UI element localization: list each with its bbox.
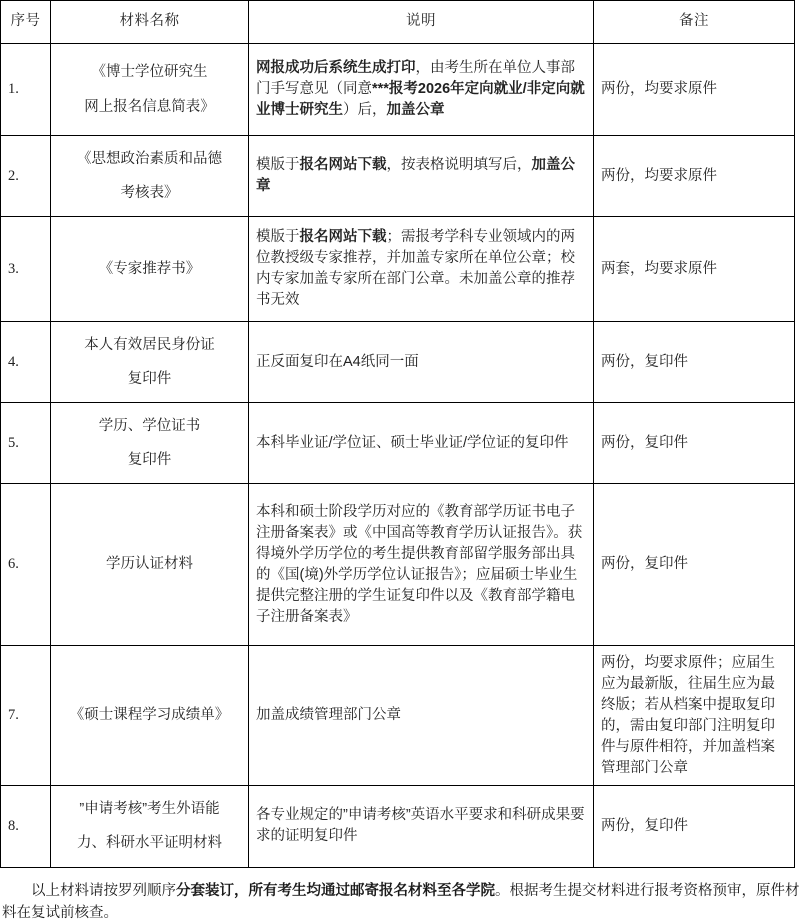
row-index: 7.	[1, 646, 51, 786]
material-note: 两份，复印件	[594, 786, 795, 867]
material-description	[249, 646, 594, 786]
text-segment: 以上材料请按罗列顺序	[31, 883, 176, 899]
table-body	[1, 44, 795, 868]
material-note: 两份，均要求原件	[594, 44, 795, 136]
text-segment: 各专业规定的”申请考核”英语水平要求和科研成果要求的证明复印件	[256, 807, 585, 844]
text-segment: 模版于	[256, 157, 300, 173]
material-name-line: 力、科研水平证明材料	[77, 835, 222, 851]
table-header	[1, 1, 795, 44]
material-note: 两份，复印件	[594, 484, 795, 646]
material-note: 两套，均要求原件	[594, 217, 795, 322]
material-name-line: 本人有效居民身份证	[84, 337, 215, 353]
text-segment: 加盖公章	[387, 102, 445, 118]
material-name	[51, 44, 249, 136]
material-name-line: 考核表》	[121, 185, 179, 201]
text-segment: 本科毕业证/学位证、硕士毕业证/学位证的复印件	[256, 435, 569, 451]
row-index: 1.	[1, 44, 51, 136]
material-description	[249, 484, 594, 646]
text-segment: 网报成功后系统生成打印	[256, 60, 416, 76]
material-description	[249, 217, 594, 322]
material-name-line: 复印件	[128, 371, 172, 387]
material-note: 两份，复印件	[594, 322, 795, 403]
row-index: 3.	[1, 217, 51, 322]
text-segment: 加盖公章	[256, 157, 575, 194]
material-name	[51, 136, 249, 217]
table-row	[1, 484, 795, 646]
text-segment: ，按表格说明填写后，	[387, 157, 532, 173]
material-name-line: 《专家推荐书》	[99, 261, 201, 277]
material-name-line: 学历、学位证书	[99, 418, 201, 434]
material-description	[249, 322, 594, 403]
column-header-material-name: 材料名称	[51, 1, 249, 44]
table-row	[1, 217, 795, 322]
row-index: 6.	[1, 484, 51, 646]
material-name	[51, 403, 249, 484]
table-row	[1, 646, 795, 786]
material-description	[249, 403, 594, 484]
table-row	[1, 786, 795, 867]
material-name	[51, 217, 249, 322]
text-segment: 报名网站下载	[300, 229, 387, 245]
material-note: 两份，均要求原件；应届生应为最新版，往届生应为最终版；若从档案中提取复印的，需由复印部门注明复印件与原件相符，并加盖档案管理部门公章	[594, 646, 795, 786]
table-row	[1, 322, 795, 403]
text-segment: 模版于	[256, 229, 300, 245]
table-row	[1, 136, 795, 217]
material-name-line: 《思想政治素质和品德	[77, 151, 222, 167]
row-index: 2.	[1, 136, 51, 217]
footer-note	[0, 880, 802, 924]
material-description	[249, 136, 594, 217]
row-index: 4.	[1, 322, 51, 403]
text-segment: 本科和硕士阶段学历对应的《教育部学历证书电子注册备案表》或《中国高等教育学历认证报告》。获得境外学历学位的考生提供教育部留学服务部出具的《国(境)外学历学位认证报告》；应届硕士毕业生提供完整注册的学生证复印件以及《教育部学籍电子注册备案表》	[256, 504, 582, 625]
text-segment: 正反面复印在A4纸同一面	[256, 354, 419, 370]
text-segment: ，由考生所在单位人事部门手写意见（同意	[256, 60, 575, 97]
material-name	[51, 646, 249, 786]
material-name	[51, 786, 249, 867]
material-name-line: 《硕士课程学习成绩单》	[70, 707, 230, 723]
column-header-note: 备注	[594, 1, 795, 44]
text-segment: ）后，	[343, 102, 387, 118]
material-note: 两份，复印件	[594, 403, 795, 484]
text-segment: 加盖成绩管理部门公章	[256, 707, 401, 723]
table-row	[1, 44, 795, 136]
material-name	[51, 484, 249, 646]
row-index: 8.	[1, 786, 51, 867]
text-segment: 。根据考生提交材料进行报考资格预审，原件材料在复试前核查。	[2, 883, 800, 921]
row-index: 5.	[1, 403, 51, 484]
material-description	[249, 44, 594, 136]
material-note: 两份，均要求原件	[594, 136, 795, 217]
text-segment: ；需报考学科专业领域内的两位教授级专家推荐，并加盖专家所在单位公章；校内专家加盖专家所在部门公章。未加盖公章的推荐书无效	[256, 229, 575, 308]
column-header-index: 序号	[1, 1, 51, 44]
text-segment: 报名网站下载	[300, 157, 387, 173]
table-header-row	[1, 1, 795, 44]
table-row	[1, 403, 795, 484]
material-name-line: ”申请考核”考生外语能	[79, 801, 219, 817]
text-segment: ***报考2026年定向就业/非定向就业博士研究生	[256, 81, 585, 118]
material-name-line: 学历认证材料	[106, 556, 193, 572]
text-segment: 分套装订，所有考生均通过邮寄报名材料至各学院	[176, 883, 495, 899]
material-name	[51, 322, 249, 403]
material-name-line: 《博士学位研究生	[92, 64, 208, 80]
material-description	[249, 786, 594, 867]
material-name-line: 网上报名信息简表》	[84, 99, 215, 115]
column-header-description: 说明	[249, 1, 594, 44]
material-name-line: 复印件	[128, 452, 172, 468]
